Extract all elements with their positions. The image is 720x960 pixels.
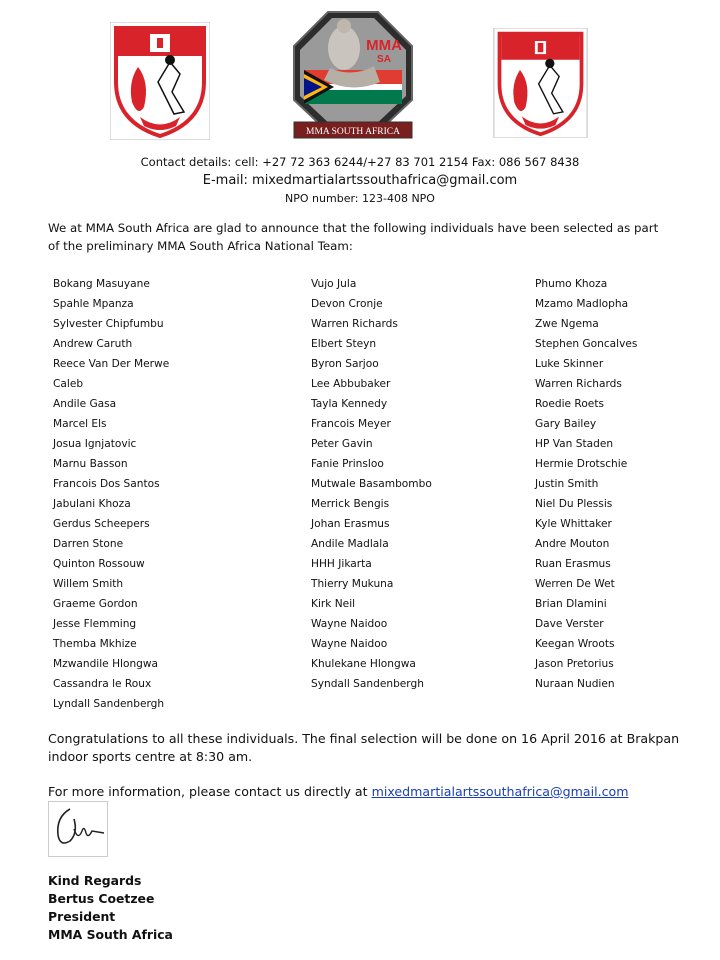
contact-email: E-mail: mixedmartialartssouthafrica@gmail.com [202, 173, 518, 188]
team-member: Stephen Goncalves [535, 338, 638, 350]
team-member: Phumo Khoza [535, 278, 608, 290]
team-member: Francois Meyer [311, 418, 391, 430]
team-member: Keegan Wroots [535, 638, 615, 650]
team-member: Lee Abbubaker [311, 378, 391, 390]
crest-logo-left [110, 22, 210, 140]
team-member: Ruan Erasmus [535, 558, 611, 570]
team-member: Lyndall Sandenbergh [53, 698, 165, 710]
team-member: Peter Gavin [311, 438, 373, 450]
team-member: Jason Pretorius [535, 658, 614, 670]
team-member: Mzamo Madlopha [535, 298, 629, 310]
signoff-org: MMA South Africa [48, 927, 173, 942]
team-member: Jabulani Khoza [53, 498, 131, 510]
team-member: Merrick Bengis [311, 498, 390, 510]
mma-logo-subtext: SA [377, 54, 391, 65]
team-member: Roedie Roets [535, 398, 604, 410]
team-member: Mutwale Basambombo [311, 478, 432, 490]
team-member: Caleb [53, 378, 84, 390]
team-member: Dave Verster [535, 618, 604, 630]
team-member: Josua Ignjatovic [53, 438, 137, 450]
team-member: Tayla Kennedy [311, 398, 388, 410]
team-member: Andile Madlala [311, 538, 389, 550]
team-member: Nuraan Nudien [535, 678, 615, 690]
team-column-1 [53, 276, 169, 716]
npo-number: NPO number: 123-408 NPO [285, 192, 435, 205]
team-member: Andrew Caruth [53, 338, 133, 350]
team-member: Vujo Jula [311, 278, 357, 290]
signoff-title: President [48, 909, 116, 924]
team-member: Francois Dos Santos [53, 478, 160, 490]
team-member: Mzwandile Hlongwa [53, 658, 159, 670]
crest-logo-right [493, 28, 588, 138]
team-member: Marnu Basson [53, 458, 128, 470]
team-column-3 [535, 276, 637, 696]
signoff-block [48, 872, 173, 944]
team-member: Werren De Wet [535, 578, 615, 590]
team-member: Willem Smith [53, 578, 124, 590]
team-member: Thierry Mukuna [311, 578, 394, 590]
team-member: Byron Sarjoo [311, 358, 379, 370]
team-member: HHH Jikarta [311, 558, 372, 570]
team-member: Devon Cronje [311, 298, 383, 310]
team-member: Brian Dlamini [535, 598, 607, 610]
mma-sa-logo [290, 8, 416, 140]
team-member: Fanie Prinsloo [311, 458, 384, 470]
team-member: Gary Bailey [535, 418, 597, 430]
team-member: Warren Richards [311, 318, 398, 330]
team-member: Justin Smith [535, 478, 599, 490]
team-member: Wayne Naidoo [311, 638, 388, 650]
email-link[interactable]: mixedmartialartssouthafrica@gmail.com [371, 784, 629, 799]
mma-logo-text: MMA [366, 37, 402, 54]
team-column-2 [311, 276, 432, 696]
team-member: Kyle Whittaker [535, 518, 612, 530]
team-member: Bokang Masuyane [53, 278, 150, 290]
team-member: Darren Stone [53, 538, 124, 550]
team-member: Zwe Ngema [535, 318, 599, 330]
team-member: Kirk Neil [311, 598, 356, 610]
team-member: Reece Van Der Merwe [53, 358, 170, 370]
team-member: Sylvester Chipfumbu [53, 318, 164, 330]
intro-paragraph: We at MMA South Africa are glad to announce that the following individuals have been selected as part of the preliminary MMA South Africa National Team: [48, 221, 659, 253]
team-member: Andile Gasa [53, 398, 117, 410]
signature-image [48, 801, 108, 857]
team-member: Warren Richards [535, 378, 622, 390]
mma-logo-banner: MMA SOUTH AFRICA [306, 127, 400, 137]
team-member: Cassandra le Roux [53, 678, 152, 690]
team-member: Elbert Steyn [311, 338, 377, 350]
team-member: Hermie Drotschie [535, 458, 628, 470]
team-member: HP Van Staden [535, 438, 614, 450]
more-info-line [48, 784, 628, 799]
more-info-text: For more information, please contact us directly at [48, 784, 372, 799]
signoff-regards: Kind Regards [48, 873, 142, 888]
signoff-name: Bertus Coetzee [48, 891, 155, 906]
contact-details: Contact details: cell: +27 72 363 6244/+27 83 701 2154 Fax: 086 567 8438 [140, 155, 580, 169]
team-member: Johan Erasmus [311, 518, 390, 530]
team-member: Andre Mouton [535, 538, 610, 550]
team-member: Luke Skinner [535, 358, 604, 370]
team-member: Marcel Els [53, 418, 107, 430]
team-member: Syndall Sandenbergh [311, 678, 424, 690]
team-member: Gerdus Scheepers [53, 518, 150, 530]
team-member: Jesse Flemming [53, 618, 137, 630]
team-member: Graeme Gordon [53, 598, 138, 610]
team-member: Niel Du Plessis [535, 498, 613, 510]
team-member: Quinton Rossouw [53, 558, 145, 570]
team-member: Spahle Mpanza [53, 298, 134, 310]
congratulations-paragraph: Congratulations to all these individuals. The final selection will be done on 16 April 2016 at Brakpan indoor sports centre at 8:30 am. [48, 731, 680, 764]
team-member: Khulekane Hlongwa [311, 658, 416, 670]
team-member: Wayne Naidoo [311, 618, 388, 630]
team-member: Themba Mkhize [53, 638, 137, 650]
